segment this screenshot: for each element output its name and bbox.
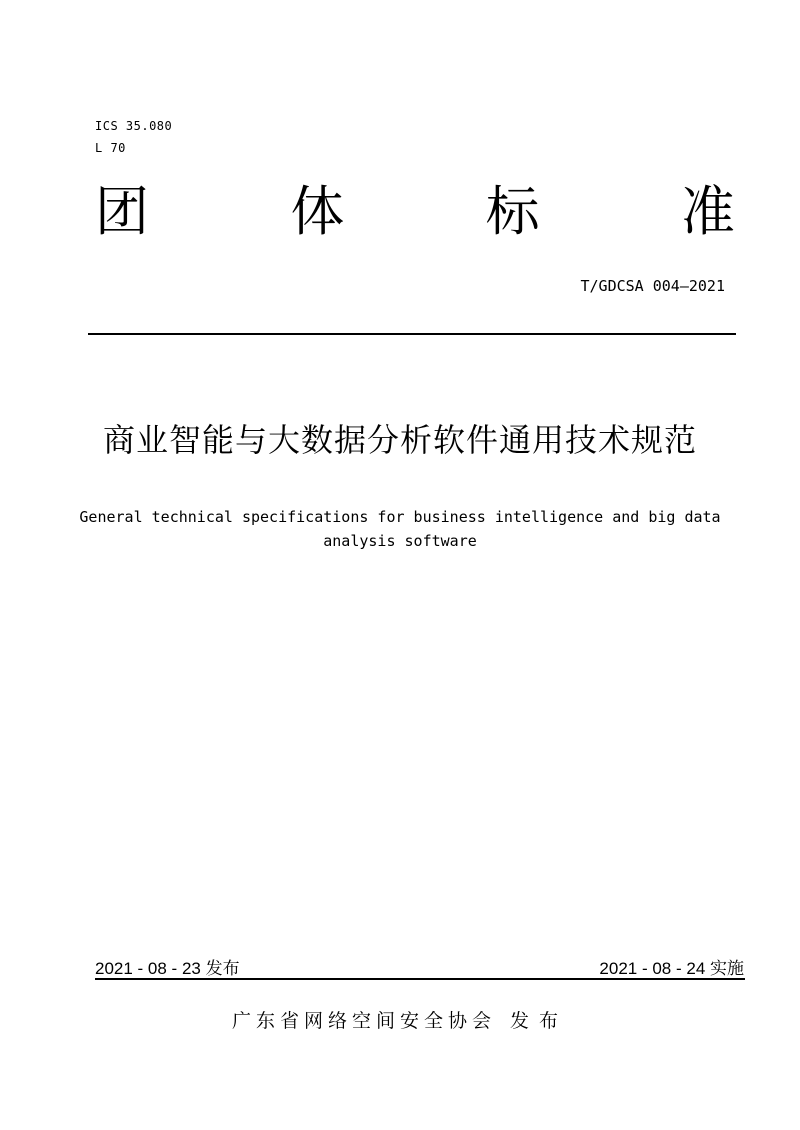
- document-title-chinese: 商业智能与大数据分析软件通用技术规范: [102, 421, 697, 459]
- category-char-3: 标: [485, 180, 540, 243]
- category-char-4: 准: [680, 180, 735, 243]
- header-divider: [88, 333, 736, 335]
- implementation-date: 2021 - 08 - 24 实施: [599, 959, 744, 978]
- publisher-organization: 广东省网络空间安全协会: [231, 1010, 496, 1032]
- issue-date: 2021 - 08 - 23 发布: [95, 959, 240, 978]
- document-category-title: [95, 180, 735, 244]
- publisher-line: [0, 1008, 800, 1034]
- footer-divider: [95, 978, 745, 980]
- publisher-verb: 发布: [510, 1010, 569, 1032]
- category-char-2: 体: [290, 180, 345, 243]
- category-char-1: 团: [95, 180, 149, 243]
- ccs-code: L 70: [95, 141, 126, 155]
- standard-number: T/GDCSA 004—2021: [580, 277, 725, 295]
- ics-code: ICS 35.080: [95, 119, 173, 133]
- document-title-english: General technical specifications for business intelligence and big data analysis software: [79, 508, 721, 550]
